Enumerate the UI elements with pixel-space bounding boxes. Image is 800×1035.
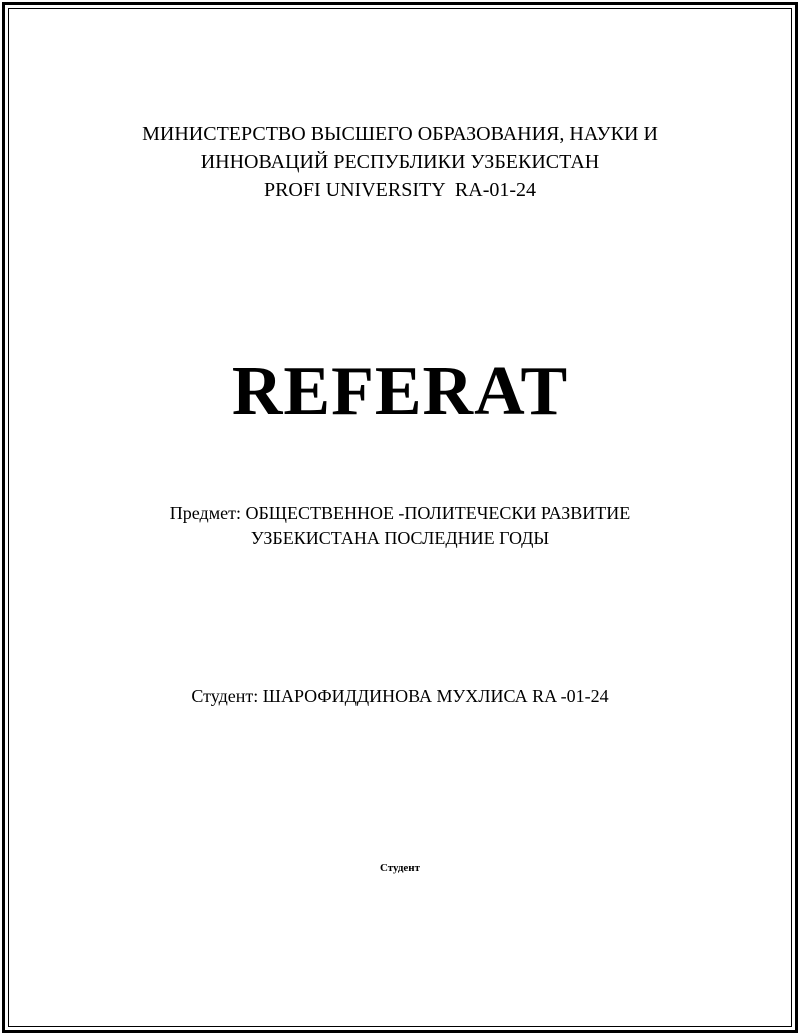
header-line-3: PROFI UNIVERSITY RA-01-24	[263, 179, 537, 201]
header-line-2: ИННОВАЦИЙ РЕСПУБЛИКИ УЗБЕКИСТАН	[200, 151, 600, 173]
student-name: Студент: ШАРОФИДДИНОВА МУХЛИСА RA -01-24	[191, 686, 609, 706]
header-line-1: МИНИСТЕРСТВО ВЫСШЕГО ОБРАЗОВАНИЯ, НАУКИ И	[142, 123, 658, 145]
ministry-header	[0, 120, 800, 204]
signature-label: Студент	[379, 862, 421, 874]
subject-block	[0, 501, 800, 551]
subject-line-1: Предмет: ОБЩЕСТВЕННОЕ -ПОЛИТЕЧЕСКИ РАЗВИТИЕ	[169, 503, 631, 523]
document-title: REFERAT	[231, 353, 569, 430]
subject-line-2: УЗБЕКИСТАНА ПОСЛЕДНИЕ ГОДЫ	[250, 528, 550, 548]
